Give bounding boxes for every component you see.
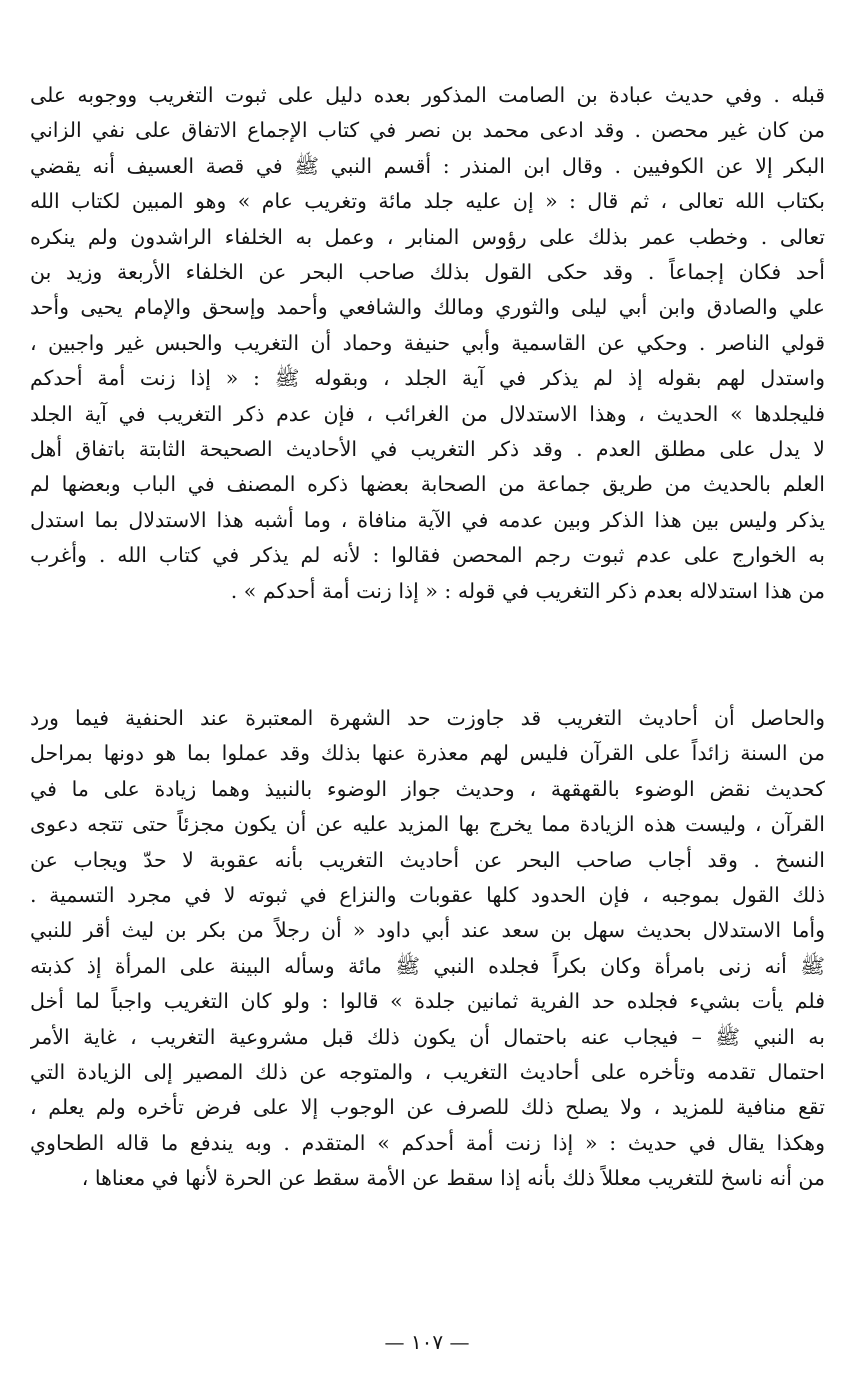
text-line: ذلك القول بموجبه ، فإن الحدود كلها عقوبات والنزاع في ثبوته لا في مجرد التسمية . [30, 883, 825, 907]
text-line: من السنة زائداً على القرآن فليس لهم معذرة عنها بذلك وقد عملوا بما هو دونها بمراحل [30, 741, 825, 766]
text-line: واستدل لهم بقوله إذ لم يذكر في آية الجلد ، وبقوله ﷺ : « إذا زنت أمة أحدكم [30, 366, 825, 391]
page-number: — ١٠٧ — [384, 1330, 470, 1354]
text-line: علي والصادق وابن أبي ليلى والثوري ومالك والشافعي وأحمد وإسحق والإمام يحيى وأحد [30, 295, 825, 320]
text-line: تقع منافية للمزيد ، ولا يصلح ذلك للصرف عن الوجوب إلا على فرض تأخره ولم يعلم ، [30, 1095, 825, 1120]
text-line: يذكر وليس بين هذا الذكر وبين عدمه في الآية منافاة ، وما أشبه هذا الاستدلال بما استدل [30, 507, 825, 532]
text-line: فلم يأت بشيء فجلده حد الفرية ثمانين جلدة » قالوا : ولو كان التغريب واجباً لما أخل [30, 989, 825, 1014]
text-line: به النبي ﷺ – فيجاب عنه باحتمال أن يكون ذلك قبل مشروعية التغريب ، غاية الأمر [30, 1024, 825, 1049]
text-line: تعالى . وخطب عمر بذلك على رؤوس المنابر ، وعمل به الخلفاء الراشدون ولم ينكره [30, 224, 825, 249]
text-line: قولي الناصر . وحكي عن القاسمية وأبي حنيفة وحماد أن التغريب والحبس غير واجبين ، [30, 330, 825, 355]
text-line: العلم بالحديث من طريق جماعة من الصحابة بعضها ذكره المصنف في الباب وبعضها لم [30, 472, 825, 497]
text-line: أحد فكان إجماعاً . وقد حكى القول بذلك صاحب البحر عن الخلفاء الأربعة وزيد بن [30, 260, 825, 284]
text-line: وهكذا يقال في حديث : « إذا زنت أمة أحدكم » المتقدم . وبه يندفع ما قاله الطحاوي [30, 1130, 825, 1155]
text-line: من هذا استدلاله بعدم ذكر التغريب في قوله : « إذا زنت أمة أحدكم » . [230, 578, 825, 603]
text-line: بكتاب الله تعالى ، ثم قال : « إن عليه جلد مائة وتغريب عام » وهو المبين لكتاب الله [30, 189, 825, 214]
text-line: كحديث نقض الوضوء بالقهقهة ، وحديث جواز الوضوء بالنبيذ وهما زيادة على ما في [30, 776, 825, 801]
text-line: من أنه ناسخ للتغريب معللاً ذلك بأنه إذا سقط عن الأمة سقط عن الحرة لأنها في معناها ، [81, 1166, 825, 1191]
text-line: من كان غير محصن . وقد ادعى محمد بن نصر في كتاب الإجماع الاتفاق على نفي الزاني [30, 118, 825, 143]
text-line: احتمال تقدمه وتأخره على أحاديث التغريب ، والمتوجه عن ذلك المصير إلى الزيادة التي [30, 1060, 825, 1084]
text-line: القرآن ، وليست هذه الزيادة مما يخرج بها المزيد عليه عن أن يكون مجزئاً حتى تتجه دعوى [30, 812, 825, 837]
text-line: به الخوارج على عدم ثبوت رجم المحصن فقالوا : لأنه لم يذكر في كتاب الله . وأغرب [30, 543, 825, 568]
text-line: ﷺ أنه زنى بامرأة وكان بكراً فجلده النبي ﷺ مائة وسأله البينة على المرأة إذ كذبته [30, 953, 825, 978]
text-line: قبله . وفي حديث عبادة بن الصامت المذكور بعده دليل على ثبوت التغريب ووجوبه على [30, 83, 825, 107]
text-line: والحاصل أن أحاديث التغريب قد جاوزت حد الشهرة المعتبرة عند الحنفية فيما ورد [30, 706, 825, 730]
text-line: البكر إلا عن الكوفيين . وقال ابن المنذر : أقسم النبي ﷺ في قصة العسيف أنه يقضي [30, 153, 825, 178]
text-line: وأما الاستدلال بحديث سهل بن سعد عند أبي داود « أن رجلاً من بكر بن ليث أقر للنبي [30, 918, 825, 943]
text-line: لا يدل على مطلق العدم . وقد ذكر التغريب في الأحاديث الصحيحة الثابتة باتفاق أهل [30, 437, 825, 461]
text-line: فليجلدها » الحديث ، وهذا الاستدلال من الغرائب ، فإن عدم ذكر التغريب في آية الجلد [30, 401, 825, 426]
text-line: النسخ . وقد أجاب صاحب البحر عن أحاديث التغريب بأنه عقوبة لا حدّ ويجاب عن [30, 847, 825, 872]
